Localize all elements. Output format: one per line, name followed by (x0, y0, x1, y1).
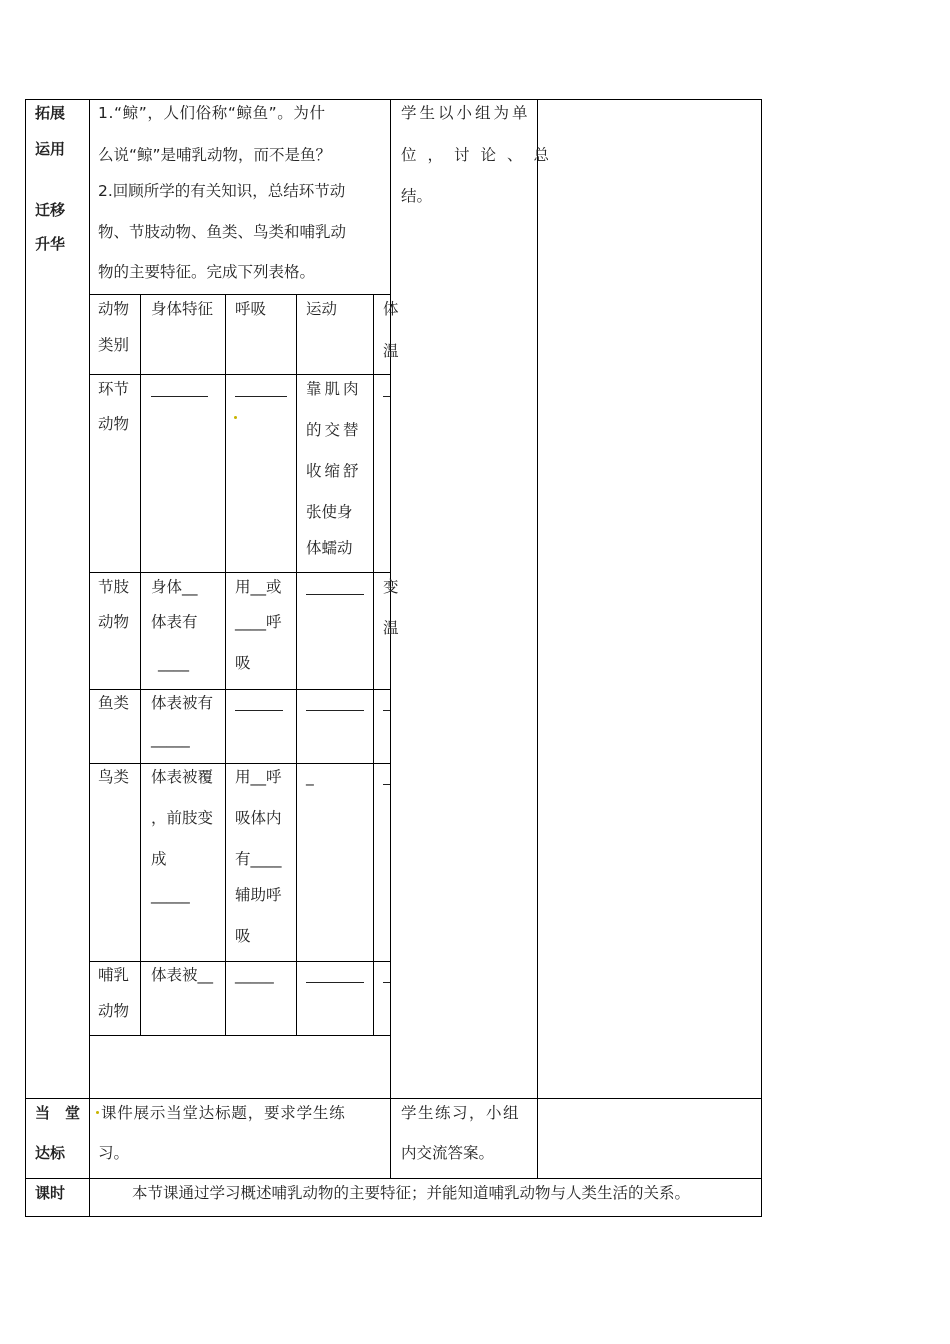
arthropod-body-2: 体表有 (151, 613, 198, 631)
bird-breath-4: 辅助呼 (235, 886, 282, 904)
inner-bottom (89, 1035, 390, 1036)
annelid-breath-blank (235, 396, 287, 397)
inner-row-4 (89, 763, 390, 764)
class-dot (96, 1111, 99, 1114)
arthropod-body-1: 身体__ (151, 578, 198, 596)
inner-row-1 (89, 374, 390, 375)
class-student-line-1: 学生练习，小组 (401, 1104, 521, 1122)
bird-body-4: _____ (151, 886, 190, 904)
header-temp-1: 体 (383, 300, 399, 318)
fish-body-2: _____ (151, 730, 190, 748)
row-divider-hours (25, 1178, 762, 1179)
activity-line-2: 么说“鲸”是哺乳动物，而不是鱼？ (98, 146, 332, 164)
arthropod-temp-2: 温 (383, 619, 399, 637)
arthropod-breath-2: ____呼 (235, 613, 282, 631)
class-activity-line-2: 习。 (98, 1144, 130, 1162)
inner-top (89, 294, 390, 295)
row-divider-class (25, 1098, 762, 1099)
student-line-3: 结。 (401, 187, 433, 205)
outer-border-right (761, 99, 762, 1217)
student-line-2: 位，讨论、总 (401, 146, 561, 164)
fish-temp-blank (383, 710, 390, 711)
header-animal-2: 类别 (98, 336, 130, 354)
inner-col-1 (140, 294, 141, 1035)
inner-row-5 (89, 961, 390, 962)
inner-col-3 (296, 294, 297, 1035)
activity-line-4: 物、节肢动物、鱼类、鸟类和哺乳动 (98, 223, 347, 241)
annelid-move-4: 张使身 (306, 503, 353, 521)
bird-breath-3: 有____ (235, 850, 282, 868)
col-divider-2 (390, 99, 391, 1178)
class-student-line-2: 内交流答案。 (401, 1144, 495, 1162)
bird-breath-2: 吸体内 (235, 809, 282, 827)
outer-border-left (25, 99, 26, 1217)
student-line-1: 学生以小组为单 (401, 104, 531, 122)
arthropod-breath-3: 吸 (235, 654, 251, 672)
inner-col-4 (373, 294, 374, 1035)
header-animal-1: 动物 (98, 300, 130, 318)
col-divider-1 (89, 99, 90, 1217)
bird-breath-5: 吸 (235, 927, 251, 945)
label-extend-1: 拓展 (35, 104, 66, 122)
annelid-move-5: 体蠕动 (306, 539, 353, 557)
arthropod-breath-1: 用__或 (235, 578, 282, 596)
col-divider-3 (537, 99, 538, 1178)
outer-border-top (25, 99, 762, 100)
fish-move-blank (306, 710, 364, 711)
annelid-dot (234, 416, 237, 419)
header-temp-2: 温 (383, 342, 399, 360)
inner-row-2 (89, 572, 390, 573)
bird-body-1: 体表被覆 (151, 768, 214, 786)
arthropod-move-blank (306, 594, 364, 595)
inner-col-2 (225, 294, 226, 1035)
annelid-move-3: 收缩舒 (306, 462, 362, 480)
header-move: 运动 (306, 300, 338, 318)
arthropod-temp-1: 变 (383, 578, 399, 596)
header-body: 身体特征 (151, 300, 214, 318)
activity-line-1: 1.“鲸”，人们俗称“鲸鱼”。为什 (98, 104, 326, 122)
bird-move: _ (306, 768, 314, 786)
arthropod-name-1: 节肢 (98, 578, 130, 596)
mammal-temp-blank (383, 982, 390, 983)
label-transfer-1: 迁移 (35, 201, 66, 219)
fish-name: 鱼类 (98, 694, 130, 712)
annelid-move-2: 的交替 (306, 421, 362, 439)
arthropod-body-3: ____ (158, 654, 189, 672)
bird-body-3: 成 (151, 850, 167, 868)
activity-line-3: 2.回顾所学的有关知识，总结环节动 (98, 182, 346, 200)
label-class-2: 达标 (35, 1144, 66, 1162)
annelid-body-blank (151, 396, 208, 397)
mammal-move-blank (306, 982, 364, 983)
annelid-move-1: 靠肌肉 (306, 380, 362, 398)
mammal-name-2: 动物 (98, 1002, 130, 1020)
activity-line-5: 物的主要特征。完成下列表格。 (98, 263, 316, 281)
inner-row-3 (89, 689, 390, 690)
outer-border-bottom (25, 1216, 762, 1217)
arthropod-name-2: 动物 (98, 613, 130, 631)
header-breath: 呼吸 (235, 300, 267, 318)
bird-breath-1: 用__呼 (235, 768, 282, 786)
label-class-1: 当 堂 (35, 1104, 81, 1122)
annelid-name-2: 动物 (98, 415, 130, 433)
annelid-name-1: 环节 (98, 380, 130, 398)
bird-body-2: ，前肢变 (151, 809, 214, 827)
fish-body-1: 体表被有 (151, 694, 214, 712)
mammal-body: 体表被__ (151, 966, 214, 984)
bird-temp-blank (383, 784, 390, 785)
label-transfer-2: 升华 (35, 235, 66, 253)
fish-breath-blank (235, 710, 283, 711)
label-extend-2: 运用 (35, 140, 66, 158)
mammal-name-1: 哺乳 (98, 966, 130, 984)
annelid-temp-blank (383, 396, 390, 397)
bird-name: 鸟类 (98, 768, 130, 786)
label-hours: 课时 (35, 1184, 66, 1202)
class-activity-line-1: 课件展示当堂达标题，要求学生练 (101, 1104, 346, 1122)
hours-text: 本节课通过学习概述哺乳动物的主要特征；并能知道哺乳动物与人类生活的关系。 (132, 1184, 691, 1202)
mammal-breath: _____ (235, 966, 274, 984)
